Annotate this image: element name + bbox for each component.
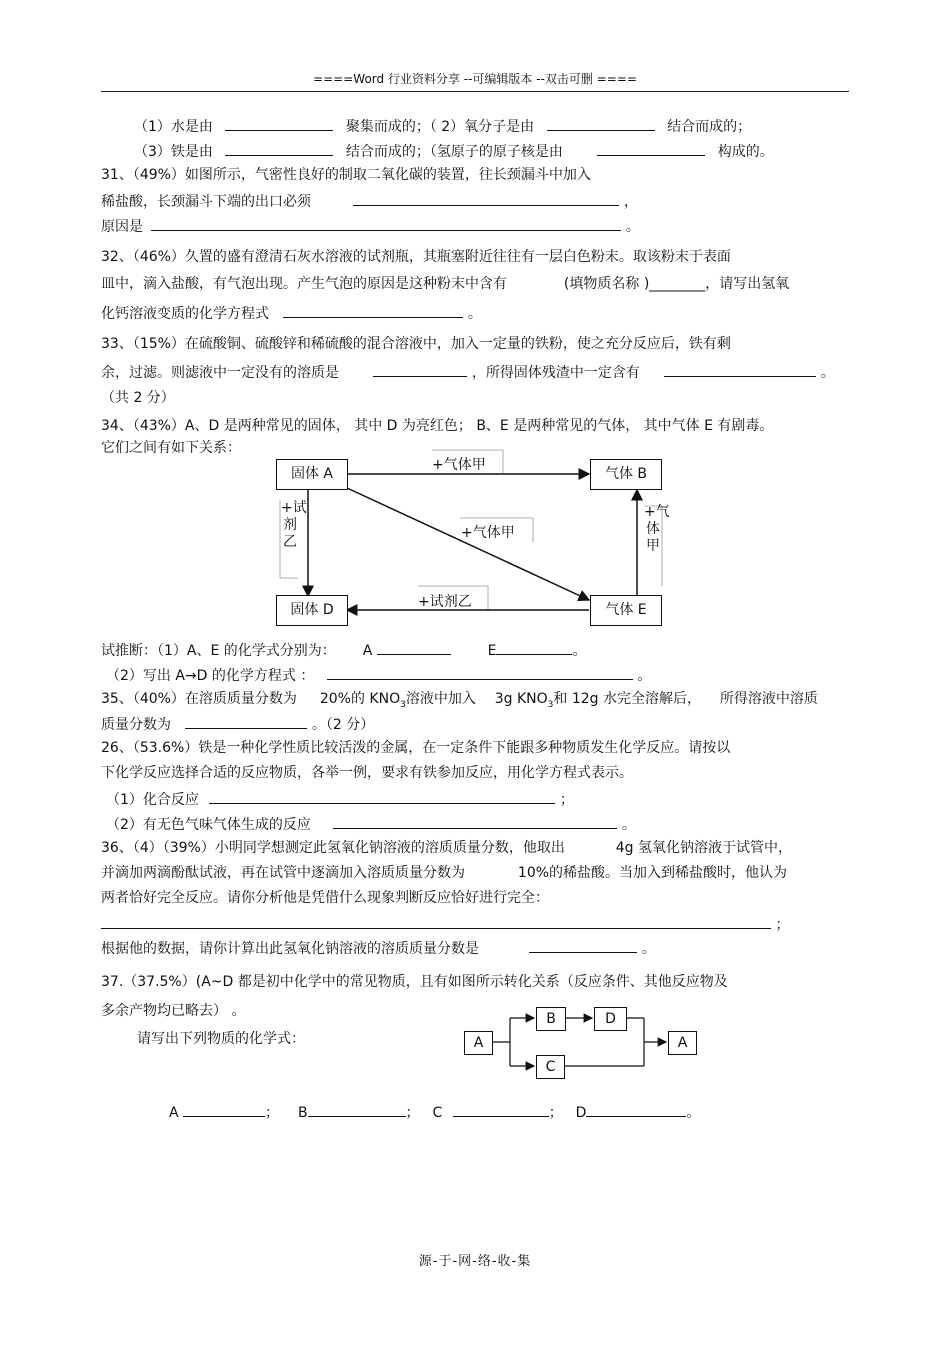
q36-text: 并滴加两滴酚酞试液，再在试管中逐滴加入溶质质量分数为 xyxy=(101,865,465,881)
q32-text: 。 xyxy=(467,306,482,322)
answer-blank[interactable] xyxy=(377,640,451,655)
box-solid-d: 固体 D xyxy=(276,595,348,626)
q37-line3: 请写出下列物质的化学式： xyxy=(137,1031,305,1047)
q34-line1: 34、（43%）A、D 是两种常见的固体， 其中 D 为亮红色； B、E 是两种常见的气体， 其中气体 E 有剧毒。 xyxy=(101,418,774,434)
q34-line2: 它们之间有如下关系： xyxy=(101,440,241,456)
answer-blank[interactable] xyxy=(453,1102,549,1117)
answer-blank[interactable] xyxy=(308,1102,406,1117)
q36-line3: 两者恰好完全反应。请你分析他是凭借什么现象判断反应恰好进行完全： xyxy=(101,890,549,906)
box-c: C xyxy=(536,1055,565,1079)
answer-blank[interactable] xyxy=(333,814,617,829)
q35-text: 和 12g 水完全溶解后， xyxy=(553,691,701,707)
q37-text: ； xyxy=(548,1105,563,1121)
answer-blank[interactable] xyxy=(101,914,771,929)
box-solid-a: 固体 A xyxy=(276,459,348,490)
q31-text: ， xyxy=(623,194,638,210)
q36-text: 36、（4）（39%）小明同学想测定此氢氧化钠溶液的溶质质量分数，他取出 xyxy=(101,840,565,856)
q33-text: 。 xyxy=(820,365,835,381)
q32-text: 皿中，滴入盐酸，有气泡出现。产生气泡的原因是这种粉末中含有 xyxy=(101,276,507,292)
answer-blank[interactable] xyxy=(496,640,572,655)
q34-text: 试推断：（1）A、E 的化学式分别为： xyxy=(101,643,336,659)
q37-text: ； xyxy=(265,1105,280,1121)
q30-text: 构成的。 xyxy=(717,144,774,160)
q35-line2 xyxy=(101,714,374,734)
q36-line4 xyxy=(101,914,789,934)
q34-text: （2）写出 A→D 的化学方程式 ： xyxy=(106,668,315,684)
q35-line1 xyxy=(101,690,818,714)
q35-text: 质量分数为 xyxy=(101,717,171,733)
q36-text: 根据他的数据，请你计算出此氢氧化钠溶液的溶质质量分数是 xyxy=(101,941,479,957)
q37-text: C xyxy=(432,1105,443,1121)
label-top: +气体甲 xyxy=(432,457,486,473)
answer-blank[interactable] xyxy=(185,714,307,729)
q36-text: ； xyxy=(775,917,790,933)
q35-sub: 3 xyxy=(547,699,554,710)
q33-text: 余，过滤。则滤液中一定没有的溶质是 xyxy=(101,365,339,381)
q26-line2: 下化学反应选择合适的反应物质，各举一例，要求有铁参加反应，用化学方程式表示。 xyxy=(101,765,633,781)
box-a-right: A xyxy=(668,1031,697,1055)
q34-text: 。 xyxy=(637,668,652,684)
q31-text: 。 xyxy=(625,219,640,235)
arrow-a-to-e xyxy=(347,488,589,600)
q35-sub: 3 xyxy=(400,699,406,710)
q37-text: B xyxy=(297,1105,308,1121)
q35-text: 35、（40%）在溶质质量分数为 xyxy=(101,691,297,707)
q26-text: （2）有无色气味气体生成的反应 xyxy=(106,817,311,833)
q30-text: （3）铁是由 xyxy=(134,144,213,160)
q26-line3 xyxy=(106,789,574,809)
q34-line4 xyxy=(106,665,651,685)
q37-text: A xyxy=(169,1105,179,1121)
q31-line1: 31、（49%）如图所示，气密性良好的制取二氧化碳的装置，往长颈漏斗中加入 xyxy=(101,167,591,183)
q37-line2: 多余产物均已略去） 。 xyxy=(101,1003,246,1019)
answer-blank[interactable] xyxy=(209,789,555,804)
page-footer: 源-于-网-络-收-集 xyxy=(418,1254,532,1269)
q33-text: ，所得固体残渣中一定含有 xyxy=(471,365,640,381)
q35-text: 20%的 KNO xyxy=(319,691,401,707)
answer-blank[interactable] xyxy=(327,665,633,680)
page-header: ====Word 行业资料分享 --可编辑版本 --双击可删 ==== xyxy=(313,72,637,86)
q37-text: D xyxy=(575,1105,587,1121)
q34-text: A xyxy=(362,643,373,659)
q32-line1: 32、（46%）久置的盛有澄清石灰水溶液的试剂瓶，其瓶塞附近往往有一层白色粉末。取该粉末于表面 xyxy=(101,249,731,265)
q34-text: E xyxy=(487,643,497,659)
q35-text: 3g KNO xyxy=(494,691,548,707)
q31-text: 稀盐酸，长颈漏斗下端的出口必须 xyxy=(101,194,311,210)
box-gas-b: 气体 B xyxy=(590,459,662,490)
answer-blank[interactable] xyxy=(183,1102,265,1117)
q31-text: 原因是 xyxy=(101,219,143,235)
q26-line4 xyxy=(106,814,636,834)
q32-text: (填物质名称 )________，请写出氢氧 xyxy=(563,276,790,292)
q26-text: ； xyxy=(559,792,574,808)
q36-line2 xyxy=(101,864,787,882)
q36-line1 xyxy=(101,839,792,857)
q36-text: 。 xyxy=(641,941,656,957)
label-diagonal: +气体甲 xyxy=(461,525,515,541)
box-a-left: A xyxy=(464,1031,493,1055)
q33-line3: （共 2 分） xyxy=(101,390,175,406)
q37-text: 。 xyxy=(686,1105,701,1121)
label-bottom: +试剂乙 xyxy=(418,594,472,610)
q34-line3 xyxy=(101,640,586,660)
q33-line1: 33、（15%）在硫酸铜、硫酸锌和稀硫酸的混合溶液中，加入一定量的铁粉，使之充分反应后，铁有剩 xyxy=(101,336,731,352)
q32-text: 化钙溶液变质的化学方程式 xyxy=(101,306,269,322)
q30-text: 结合而成的；（氢原子的原子核是由 xyxy=(345,144,563,160)
q30-text: （1）水是由 xyxy=(134,119,213,135)
box-b: B xyxy=(536,1007,566,1031)
q37-line1: 37.（37.5%）(A~D 都是初中化学中的常见物质，且有如图所示转化关系（反应条件、其他反应物及 xyxy=(101,974,728,990)
q30-text: 聚集而成的；（ 2）氧分子是由 xyxy=(345,119,535,135)
q36-text: 4g 氢氧化钠溶液于试管中， xyxy=(615,840,792,856)
answer-blank[interactable] xyxy=(529,938,637,953)
label-left-vertical: +试剂乙 xyxy=(281,500,307,550)
q36-text: 10%的稀盐酸。当加入到稀盐酸时，他认为 xyxy=(517,865,788,881)
q26-text: （1）化合反应 xyxy=(106,792,199,808)
q26-text: 。 xyxy=(621,817,636,833)
q26-line1: 26、（53.6%）铁是一种化学性质比较活泼的金属，在一定条件下能跟多种物质发生化学反应。请按以 xyxy=(101,740,731,756)
q36-line5 xyxy=(101,938,656,958)
q35-text: 所得溶液中溶质 xyxy=(719,691,818,707)
answer-blank[interactable] xyxy=(586,1102,686,1117)
q35-text: 溶液中加入 xyxy=(405,691,476,707)
q37-answers xyxy=(169,1102,700,1122)
label-right-vertical: +气体甲 xyxy=(644,504,670,554)
q35-text: 。（2 分） xyxy=(311,717,375,733)
box-gas-e: 气体 E xyxy=(590,595,662,626)
q37-text: ； xyxy=(405,1105,420,1121)
q30-text: 结合而成的； xyxy=(667,119,752,135)
box-d: D xyxy=(594,1007,627,1031)
q34-text: 。 xyxy=(572,643,587,659)
